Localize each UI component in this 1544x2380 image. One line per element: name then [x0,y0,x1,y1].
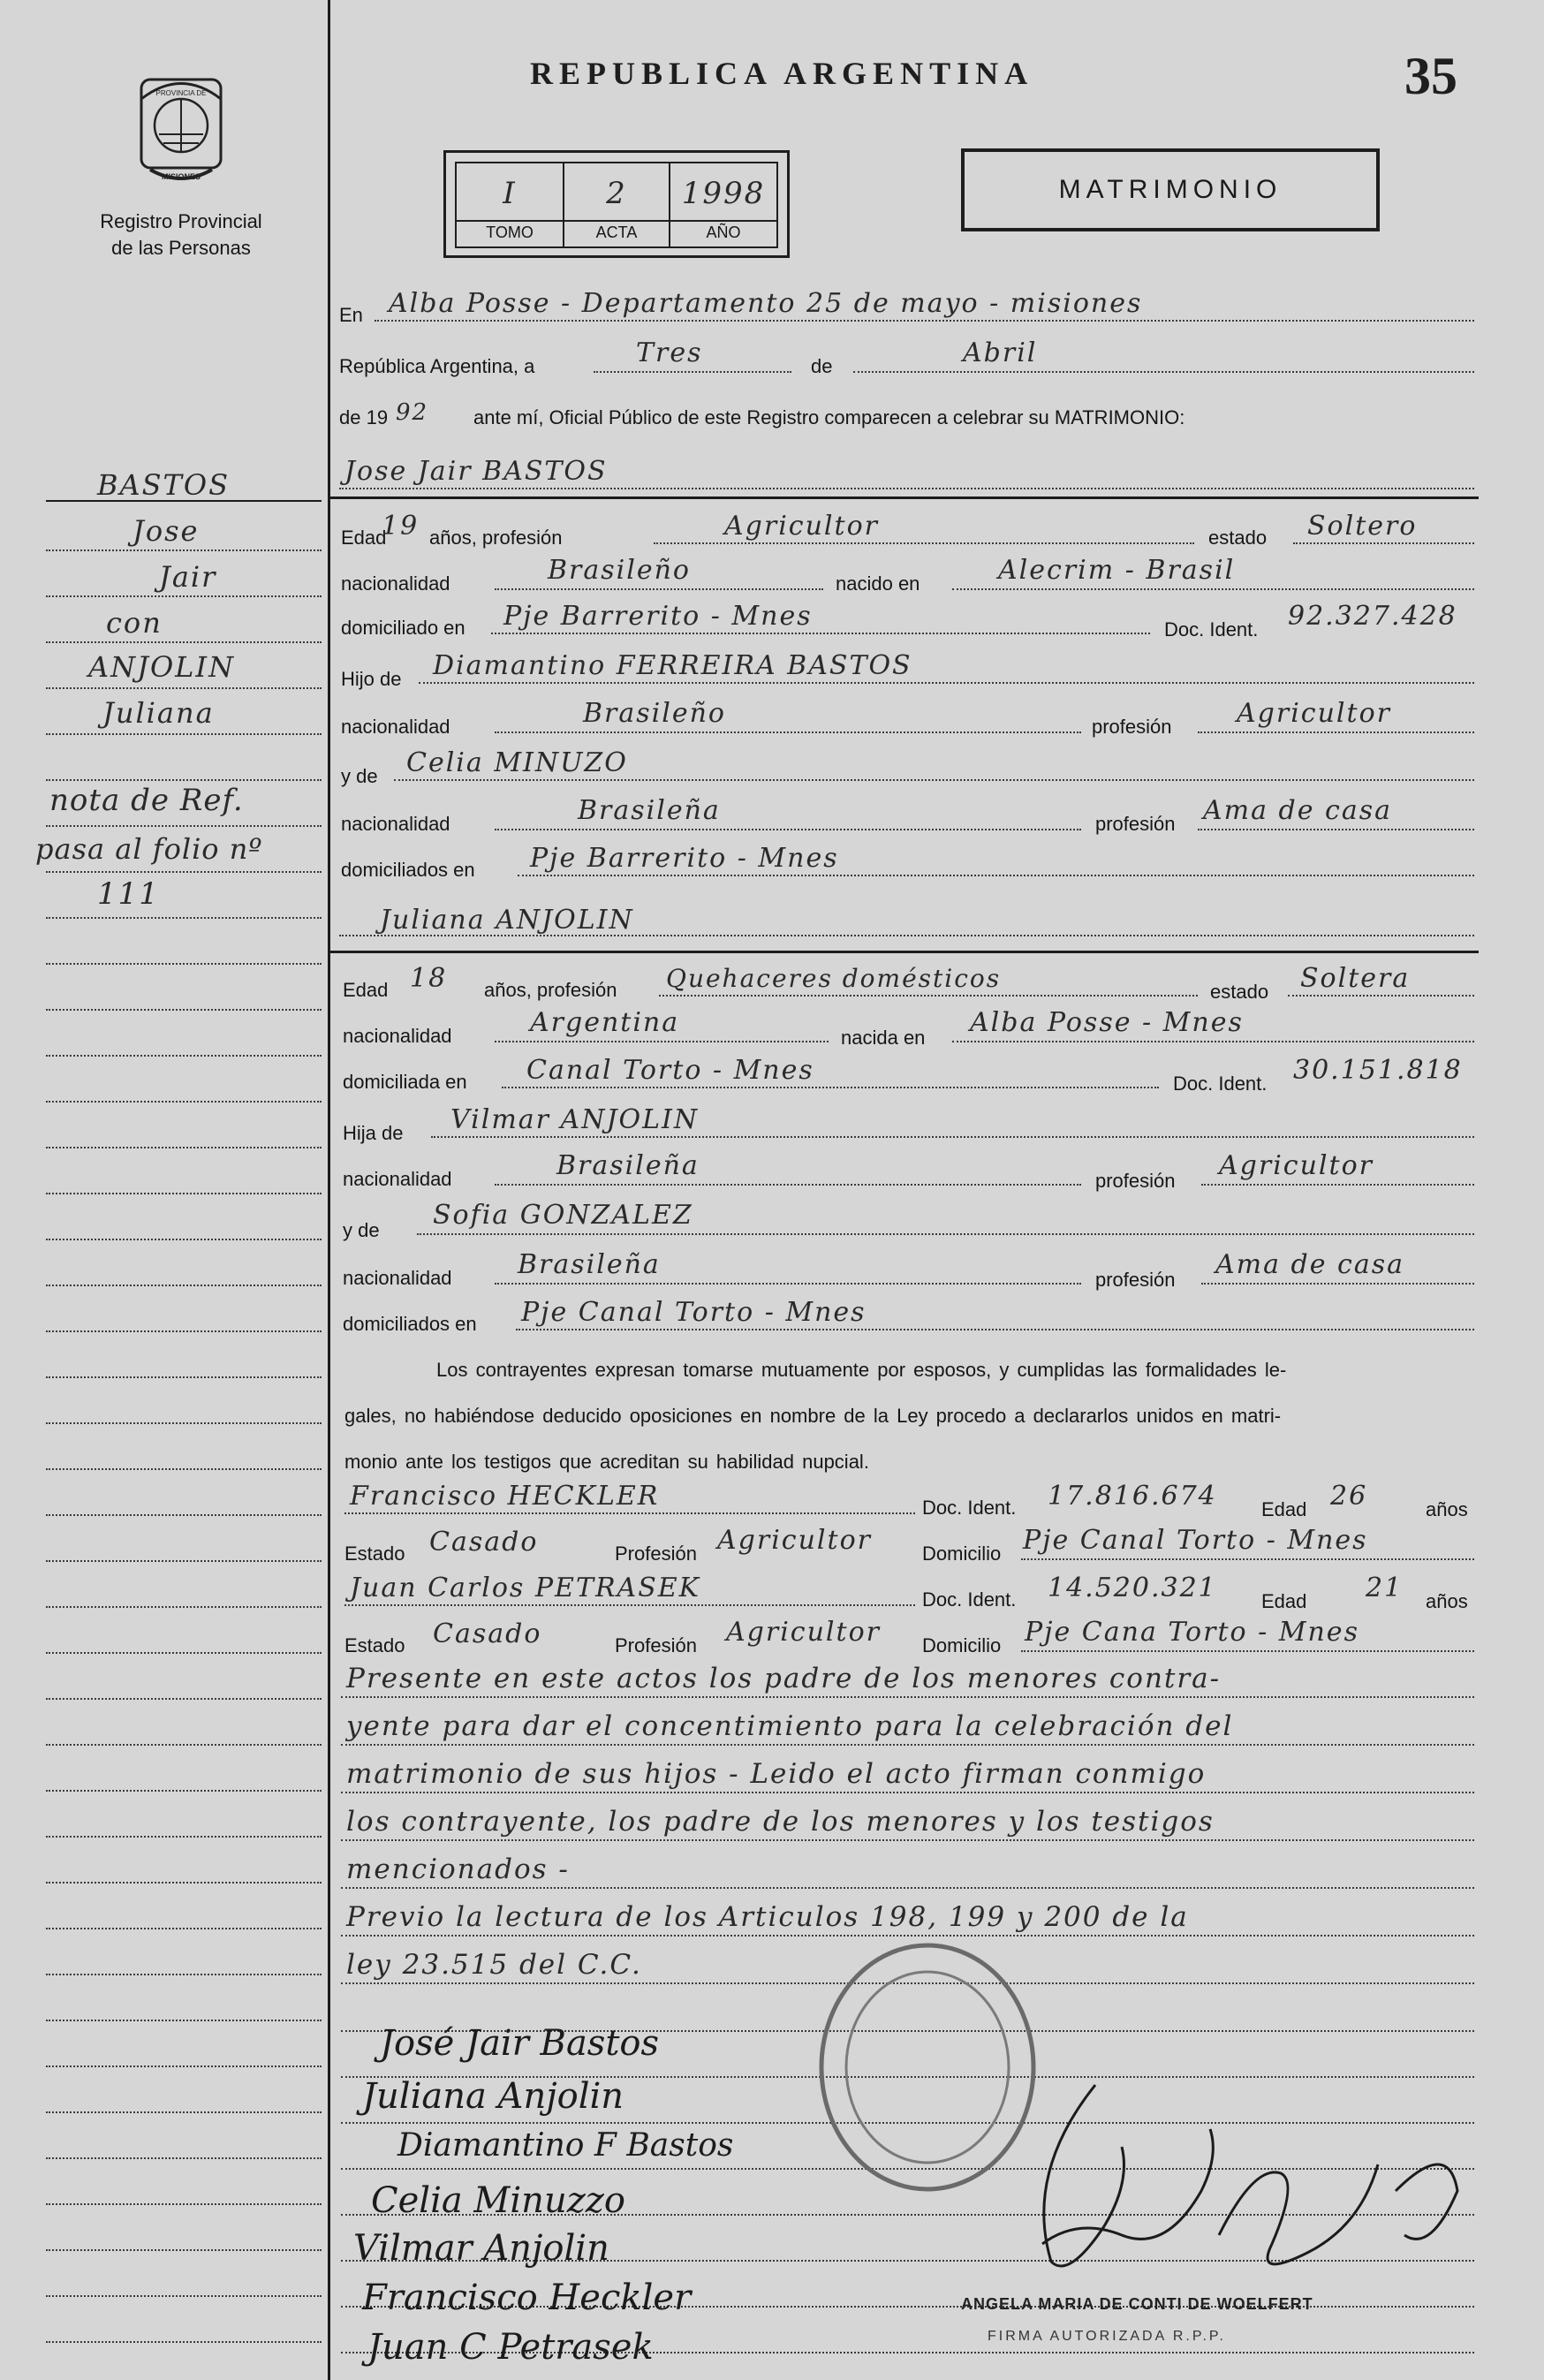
tomo-value: I [503,176,517,211]
witness-2-dom-label: Domicilio [922,1634,1002,1656]
intro-statement: ante mí, Oficial Público de este Registro comparecen a celebrar su MATRIMONIO: [473,406,1185,428]
margin-rule [46,2341,322,2343]
bride-father-nat-label: nacionalidad [343,1168,452,1190]
registry-name [53,208,309,261]
margin-rule [46,1422,322,1424]
margin-rule [46,1836,322,1838]
margin-rule [46,1330,322,1332]
rule [344,1604,915,1606]
margin-rule [46,1790,322,1792]
declaration-line-3: monio ante los testigos que acreditan su habilidad nupcial. [344,1451,869,1473]
margin-note-2: pasa al folio nº [35,832,263,866]
groom-born-in: Alecrim - Brasil [998,555,1236,586]
groom-profession: Agricultor [724,511,879,542]
anio-value: 1998 [681,176,766,211]
official-signature-icon [989,2058,1484,2297]
rule [853,371,1474,373]
country-title: REPUBLICA ARGENTINA [530,56,1034,91]
signature-groom-father: Diamantino F Bastos [397,2127,734,2164]
rule [1201,1283,1474,1285]
rule [394,779,1474,781]
margin-rule [46,1239,322,1240]
rule [375,320,1474,322]
seal-label-top: PROVINCIA DE [155,89,207,97]
witness-2-prof-label: Profesión [615,1634,697,1656]
margin-rule [46,2157,322,2159]
en-label: En [339,304,363,326]
groom-name: Jose Jair BASTOS [344,456,608,487]
bride-domicile: Canal Torto - Mnes [526,1055,814,1086]
margin-rule [46,1468,322,1470]
groom-mother-prof: Ama de casa [1203,795,1392,826]
official-stamp-name: ANGELA MARIA DE CONTI DE WOELFERT [961,2295,1313,2313]
bride-dom-label: domiciliada en [343,1071,467,1093]
groom-estado: Soltero [1307,511,1418,542]
groom-age: 19 [382,511,420,542]
bride-profession: Quehaceres domésticos [666,964,1002,993]
day-value: Tres [636,337,703,368]
margin-rule [46,1376,322,1378]
bride-estado: Soltera [1300,963,1411,994]
signature-witness-1: Francisco Heckler [362,2278,692,2318]
page-number: 35 [1404,47,1457,105]
margin-rule [46,1147,322,1148]
margin-surname-2: ANJOLIN [88,650,236,684]
de-label: de [811,355,833,377]
bride-parents-dom: Pje Canal Torto - Mnes [521,1297,867,1328]
rule [518,875,1474,876]
rule [952,588,1474,590]
declaration-line-2: gales, no habiéndose deducido oposiciones en nombre de la Ley procedo a declararlos unidos en matri- [344,1405,1282,1427]
groom-father-prof-label: profesión [1092,716,1172,738]
margin-rule [46,641,322,643]
rule [495,1283,1081,1285]
margin-rule [46,1928,322,1929]
rule [330,951,1479,953]
margin-connector: con [106,606,163,640]
note-line-1: Presente en este actos los padre de los menores contra- [346,1663,1222,1694]
rule [330,496,1479,499]
rule [344,1512,915,1514]
note-line-5: mencionados - [346,1853,570,1885]
groom-mother-label: y de [341,765,378,787]
bride-estado-label: estado [1210,981,1269,1003]
witness-2-estado: Casado [433,1618,542,1649]
rule [1293,542,1474,544]
margin-rule [46,2020,322,2021]
margin-rule [46,2111,322,2113]
groom-age-suffix: años, profesión [429,527,563,549]
rule [1288,995,1474,997]
bride-father-prof-label: profesión [1095,1170,1176,1192]
witness-1-doc-label: Doc. Ident. [922,1497,1017,1519]
rule [341,1839,1474,1841]
witness-2-edad-label: Edad [1261,1590,1307,1612]
year-digits: 92 [396,399,429,426]
rule [339,488,1474,489]
groom-nac-label: nacionalidad [341,572,450,595]
bride-age-suffix: años, profesión [484,979,617,1001]
rule [952,1041,1474,1042]
witness-2-name: Juan Carlos PETRASEK [350,1573,701,1603]
witness-1-doc: 17.816.674 [1048,1481,1217,1512]
rule [495,588,823,590]
margin-rule [46,1009,322,1011]
witness-2-doc: 14.520.321 [1048,1573,1217,1603]
groom-father-prof: Agricultor [1237,698,1391,729]
rule [341,1792,1474,1793]
margin-divider [328,0,330,2380]
rule [417,1233,1474,1235]
margin-rule [46,825,322,827]
margin-name-2: Jair [159,560,217,594]
rule [1201,1184,1474,1186]
margin-rule [46,779,322,781]
witness-1-prof-label: Profesión [615,1542,697,1565]
groom-mother-prof-label: profesión [1095,813,1176,835]
rule [516,1329,1474,1330]
note-line-7: ley 23.515 del C.C. [346,1949,642,1981]
margin-note-3: 111 [97,876,160,912]
note-line-4: los contrayente, los padre de los menores y los testigos [346,1806,1215,1838]
official-stamp-title: FIRMA AUTORIZADA R.P.P. [988,2329,1226,2344]
rule [495,1184,1081,1186]
margin-rule [46,2249,322,2251]
bride-doc-label: Doc. Ident. [1173,1073,1268,1095]
bride-born-in: Alba Posse - Mnes [970,1007,1244,1038]
act-type-box: MATRIMONIO [961,148,1380,231]
margin-rule [46,917,322,919]
bride-nac-label: nacionalidad [343,1025,452,1047]
margin-name-3: Juliana [102,696,215,730]
margin-rule [46,963,322,965]
groom-father-nat-label: nacionalidad [341,716,450,738]
rule [341,1887,1474,1889]
groom-parents-dom: Pje Barrerito - Mnes [530,843,839,874]
witness-2-estado-label: Estado [344,1634,405,1656]
record-box [443,150,790,258]
bride-mother-prof: Ama de casa [1215,1249,1404,1280]
place-value: Alba Posse - Departamento 25 de mayo - misiones [389,288,1143,319]
witness-1-estado: Casado [429,1527,539,1558]
witness-2-profession: Agricultor [726,1617,881,1648]
rule [654,542,1194,544]
signature-groom: José Jair Bastos [380,2023,659,2064]
signature-bride: Juliana Anjolin [362,2076,624,2117]
rule [339,935,1474,936]
groom-doc: 92.327.428 [1288,601,1457,632]
bride-parents-dom-label: domiciliados en [343,1313,477,1335]
registry-line-2: de las Personas [111,237,251,259]
bride-mother-label: y de [343,1219,380,1241]
bride-born-label: nacida en [841,1027,926,1049]
witness-1-dom-label: Domicilio [922,1542,1002,1565]
groom-father-nat: Brasileño [583,698,726,729]
groom-mother: Celia MINUZO [406,747,628,778]
coat-of-arms-icon [124,64,238,196]
rule [341,1744,1474,1746]
witness-1-edad-label: Edad [1261,1498,1307,1520]
groom-mother-nat: Brasileña [578,795,721,826]
bride-edad-label: Edad [343,979,389,1001]
bride-mother-nat: Brasileña [518,1249,661,1280]
acta-label: ACTA [595,224,638,241]
margin-rule [46,1606,322,1608]
margin-rule [46,1193,322,1194]
groom-edad-label: Edad [341,527,387,549]
margin-rule [46,595,322,597]
margin-rule [46,1514,322,1516]
margin-rule [46,733,322,735]
witness-1-age-unit: años [1426,1498,1468,1520]
signature-bride-father: Vilmar Anjolin [353,2228,609,2269]
margin-rule [46,1698,322,1700]
margin-rule [46,1974,322,1975]
margin-rule [46,871,322,873]
margin-rule [46,1101,322,1103]
witness-1-estado-label: Estado [344,1542,405,1565]
margin-rule [46,1055,322,1057]
rule [594,371,791,373]
declaration-line-1: Los contrayentes expresan tomarse mutuamente por esposos, y cumplidas las formalidades le- [436,1359,1287,1381]
rule [1198,829,1474,830]
rule [1198,731,1474,733]
seal-label-bottom: MISIONES [161,172,201,181]
year-prefix: de 19 [339,406,389,428]
republic-label: República Argentina, a [339,355,535,377]
bride-doc: 30.151.818 [1293,1055,1463,1086]
bride-name: Juliana ANJOLIN [380,905,634,936]
rule [502,1087,1159,1088]
registry-line-1: Registro Provincial [100,210,262,232]
margin-rule [46,1560,322,1562]
rule [1021,1650,1474,1652]
signature-groom-mother: Celia Minuzzo [371,2180,625,2221]
bride-father-label: Hija de [343,1122,404,1144]
witness-2-age: 21 [1366,1573,1404,1603]
bride-father-nat: Brasileña [556,1150,700,1181]
bride-age: 18 [410,963,448,994]
rule [341,1696,1474,1698]
witness-2-age-unit: años [1426,1590,1468,1612]
bride-father-prof: Agricultor [1219,1150,1374,1181]
bride-mother-nat-label: nacionalidad [343,1267,452,1289]
margin-rule [46,1882,322,1884]
bride-nationality: Argentina [530,1007,680,1038]
witness-1-domicile: Pje Canal Torto - Mnes [1023,1525,1368,1556]
rule [419,682,1474,684]
witness-1-profession: Agricultor [717,1525,872,1556]
groom-father-label: Hijo de [341,668,402,690]
note-line-2: yente para dar el concentimiento para la celebración del [346,1710,1234,1742]
margin-surname: BASTOS [97,468,231,502]
note-line-3: matrimonio de sus hijos - Leido el acto firman conmigo [346,1758,1207,1790]
bride-father: Vilmar ANJOLIN [450,1104,700,1135]
bride-mother-prof-label: profesión [1095,1269,1176,1291]
groom-mother-nat-label: nacionalidad [341,813,450,835]
margin-rule [46,1285,322,1286]
rule [495,1041,829,1042]
witness-2-domicile: Pje Cana Torto - Mnes [1025,1617,1359,1648]
witness-1-name: Francisco HECKLER [350,1481,660,1512]
rule [659,995,1198,997]
margin-rule [46,2203,322,2205]
margin-rule [46,687,322,689]
groom-doc-label: Doc. Ident. [1164,618,1259,640]
rule [495,829,1081,830]
groom-dom-label: domiciliado en [341,617,465,639]
anio-label: AÑO [706,224,741,241]
margin-rule [46,1744,322,1746]
bride-mother: Sofia GONZALEZ [433,1200,693,1231]
groom-estado-label: estado [1208,527,1268,549]
witness-2-doc-label: Doc. Ident. [922,1588,1017,1611]
margin-rule [46,2295,322,2297]
margin-note-1: nota de Ref. [49,783,244,818]
margin-rule [46,550,322,551]
rule [431,1136,1474,1138]
groom-nationality: Brasileño [548,555,691,586]
margin-rule [46,1652,322,1654]
margin-rule [46,2065,322,2067]
signature-witness-2: Juan C Petrasek [367,2327,654,2368]
groom-parents-dom-label: domiciliados en [341,859,475,881]
rule [1021,1558,1474,1560]
groom-born-label: nacido en [836,572,920,595]
acta-value: 2 [606,176,627,211]
month-value: Abril [963,337,1038,368]
rule [491,633,1150,634]
groom-domicile: Pje Barrerito - Mnes [503,601,813,632]
groom-father: Diamantino FERREIRA BASTOS [433,650,912,681]
margin-name-1: Jose [132,514,200,548]
tomo-label: TOMO [486,224,534,241]
note-line-6: Previo la lectura de los Articulos 198, 199 y 200 de la [346,1901,1189,1933]
witness-1-age: 26 [1330,1481,1368,1512]
rule [495,731,1081,733]
